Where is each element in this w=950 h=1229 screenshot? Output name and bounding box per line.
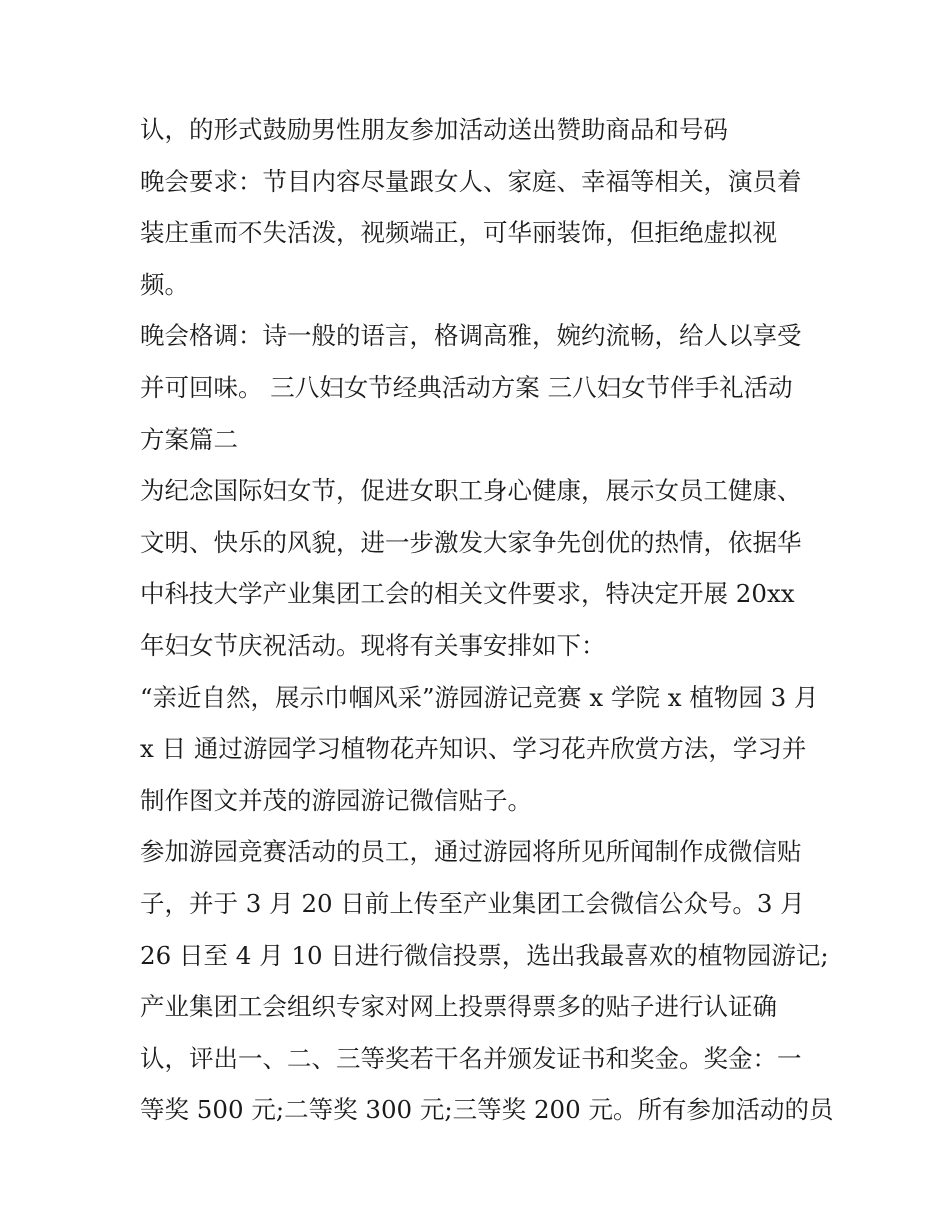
text-line: 认，评出一、二、三等奖若干名并颁发证书和奖金。奖金：一 (140, 1043, 802, 1073)
text-line: 26 日至 4 月 10 日进行微信投票，选出我最喜欢的植物园游记; (140, 940, 829, 970)
text-line: “亲近自然，展示巾帼风采”游园游记竞赛 x 学院 x 植物园 3 月 (140, 682, 819, 712)
text-line: 认，的形式鼓励男性朋友参加活动送出赞助商品和号码 (140, 115, 728, 144)
paragraph-6 (140, 826, 834, 1136)
document-body (140, 104, 834, 1136)
text-line: 晚会格调：诗一般的语言，格调高雅，婉约流畅，给人以享受 (140, 321, 802, 351)
text-line: 并可回味。 三八妇女节经典活动方案 三八妇女节伴手礼活动 (140, 372, 793, 402)
text-line: x 日 通过游园学习植物花卉知识、学习花卉欣赏方法，学习并 (140, 734, 807, 764)
text-line: 子，并于 3 月 20 日前上传至产业集团工会微信公众号。3 月 (140, 888, 805, 918)
text-line: 产业集团工会组织专家对网上投票得票多的贴子进行认证确 (140, 992, 777, 1022)
text-line: 参加游园竞赛活动的员工，通过游园将所见所闻制作成微信贴 (140, 837, 802, 867)
text-line: 装庄重而不失活泼，视频端正，可华丽装饰，但拒绝虚拟视 (140, 218, 777, 248)
text-line: 文明、快乐的风貌，进一步激发大家争先创优的热情，依据华 (140, 527, 802, 557)
paragraph-5 (140, 672, 820, 827)
text-line: 晚会要求：节目内容尽量跟女人、家庭、幸福等相关，演员着 (140, 166, 802, 196)
text-line: 年妇女节庆祝活动。现将有关事安排如下： (140, 630, 606, 660)
text-line: 等奖 500 元;二等奖 300 元;三等奖 200 元。所有参加活动的员 (140, 1095, 834, 1125)
paragraph-3 (140, 310, 820, 465)
paragraph-1 (140, 104, 820, 156)
paragraph-4 (140, 465, 820, 671)
text-line: 为纪念国际妇女节，促进女职工身心健康，展示女员工健康、 (140, 476, 802, 506)
text-line: 频。 (140, 269, 189, 299)
paragraph-2 (140, 156, 820, 311)
text-line: 中科技大学产业集团工会的相关文件要求，特决定开展 20xx (140, 579, 795, 609)
text-line: 制作图文并茂的游园游记微信贴子。 (140, 785, 532, 815)
text-line: 方案篇二 (140, 424, 238, 454)
